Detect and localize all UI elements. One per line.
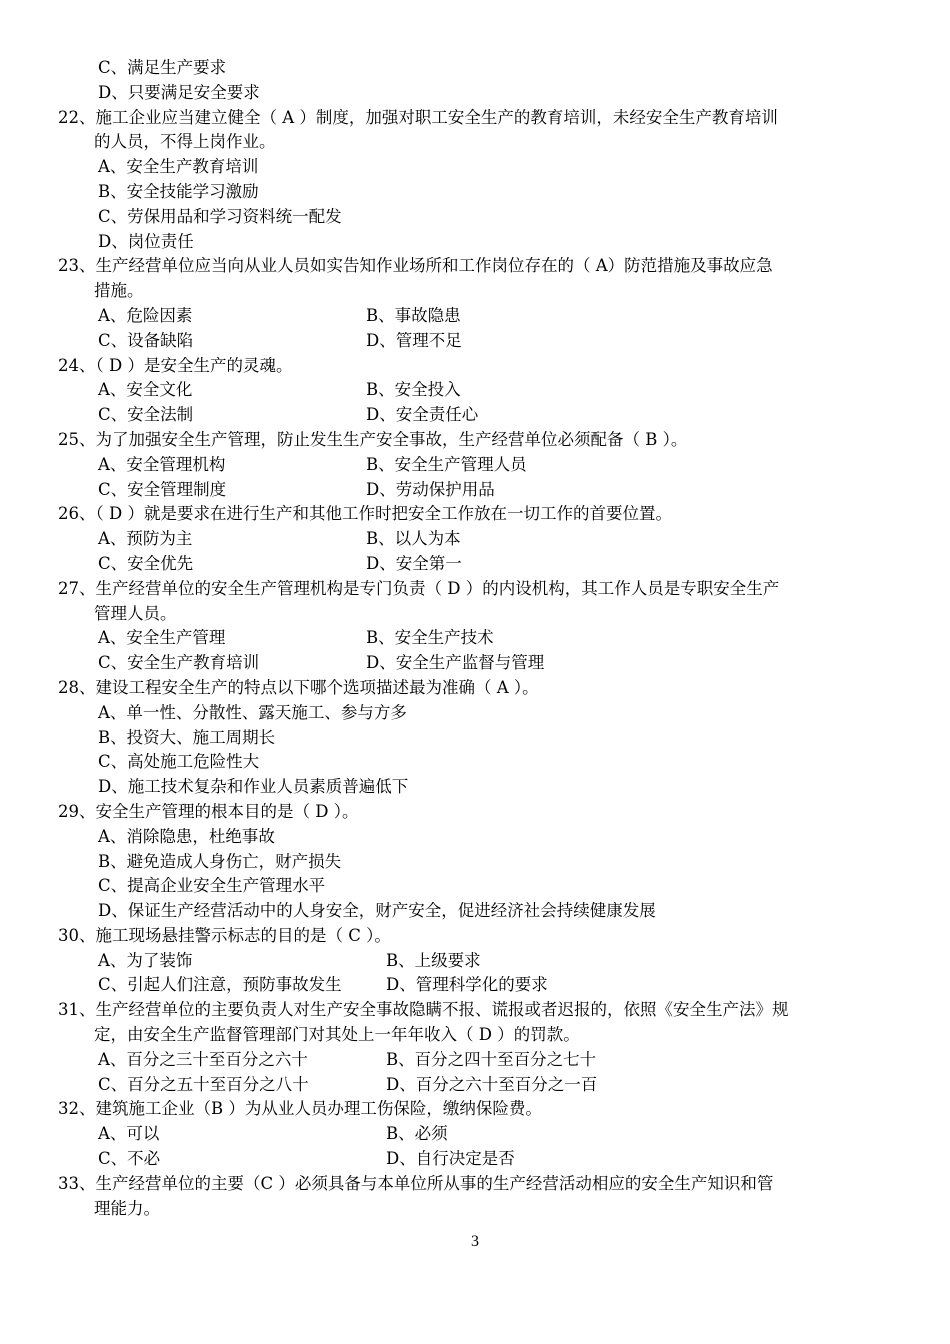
option-right: D、百分之六十至百分之一百 bbox=[386, 1074, 598, 1094]
question-text: 28、建设工程安全生产的特点以下哪个选项描述最为准确（ A ）。 bbox=[58, 677, 539, 697]
option-left: C、安全管理制度 bbox=[98, 479, 227, 499]
option-row bbox=[58, 478, 898, 503]
option-left: C、引起人们注意，预防事故发生 bbox=[98, 975, 342, 995]
option-row bbox=[58, 403, 898, 428]
option-row bbox=[58, 378, 898, 403]
question-text: 31、生产经营单位的主要负责人对生产安全事故隐瞒不报、谎报或者迟报的，依照《安全生产法》规 bbox=[58, 1000, 789, 1020]
option-row bbox=[58, 973, 898, 998]
option-row bbox=[58, 329, 898, 354]
option-text: B、避免造成人身伤亡，财产损失 bbox=[98, 851, 342, 871]
option-left: A、危险因素 bbox=[98, 305, 193, 325]
question-text: 22、施工企业应当建立健全（ A ）制度，加强对职工安全生产的教育培训，未经安全生产教育培训 bbox=[58, 107, 778, 127]
option-right: B、百分之四十至百分之七十 bbox=[386, 1049, 597, 1069]
option-right: D、劳动保护用品 bbox=[366, 479, 495, 499]
option-right: D、管理科学化的要求 bbox=[386, 975, 548, 995]
option-right: B、事故隐患 bbox=[366, 305, 461, 325]
option-left: A、安全管理机构 bbox=[98, 454, 226, 474]
question-text: 26、（ D ）就是要求在进行生产和其他工作时把安全工作放在一切工作的首要位置。 bbox=[58, 504, 672, 524]
option-right: D、安全第一 bbox=[366, 553, 462, 573]
question-text: 24、（ D ）是安全生产的灵魂。 bbox=[58, 355, 293, 375]
option-text: B、投资大、施工周期长 bbox=[98, 727, 276, 747]
question-continuation: 管理人员。 bbox=[94, 603, 177, 623]
question-continuation: 的人员，不得上岗作业。 bbox=[94, 132, 276, 152]
page-number: 3 bbox=[471, 1233, 479, 1250]
question-continuation: 措施。 bbox=[94, 281, 144, 301]
option-left: C、设备缺陷 bbox=[98, 330, 194, 350]
question-text: 30、施工现场悬挂警示标志的目的是（ C ）。 bbox=[58, 925, 391, 945]
question-text: 27、生产经营单位的安全生产管理机构是专门负责（ D ）的内设机构，其工作人员是专职安全生产 bbox=[58, 578, 780, 598]
option-left: C、安全优先 bbox=[98, 553, 194, 573]
option-text: C、劳保用品和学习资料统一配发 bbox=[98, 206, 342, 226]
option-left: A、可以 bbox=[98, 1124, 160, 1144]
option-row bbox=[58, 1048, 898, 1073]
question-text: 23、生产经营单位应当向从业人员如实告知作业场所和工作岗位存在的（ A）防范措施及事故应急 bbox=[58, 256, 773, 276]
option-text: A、安全生产教育培训 bbox=[98, 157, 259, 177]
option-right: D、自行决定是否 bbox=[386, 1149, 515, 1169]
option-right: D、安全生产监督与管理 bbox=[366, 653, 545, 673]
option-row bbox=[58, 1147, 898, 1172]
option-left: C、不必 bbox=[98, 1149, 161, 1169]
option-row bbox=[58, 453, 898, 478]
option-text: C、满足生产要求 bbox=[98, 58, 227, 77]
option-row bbox=[58, 1122, 898, 1147]
option-right: D、安全责任心 bbox=[366, 405, 479, 425]
option-text: A、消除隐患，杜绝事故 bbox=[98, 826, 275, 846]
option-right: B、上级要求 bbox=[386, 950, 481, 970]
option-text: A、单一性、分散性、露天施工、参与方多 bbox=[98, 702, 407, 722]
option-right: B、安全生产管理人员 bbox=[366, 454, 527, 474]
option-left: A、安全文化 bbox=[98, 380, 193, 400]
option-left: A、安全生产管理 bbox=[98, 628, 226, 648]
option-right: B、安全投入 bbox=[366, 380, 461, 400]
question-text: 25、为了加强安全生产管理，防止发生生产安全事故，生产经营单位必须配备（ B ）。 bbox=[58, 429, 688, 449]
option-row bbox=[58, 949, 898, 974]
question-continuation: 理能力。 bbox=[94, 1198, 160, 1218]
option-left: A、百分之三十至百分之六十 bbox=[98, 1049, 308, 1069]
option-text: D、施工技术复杂和作业人员素质普遍低下 bbox=[98, 777, 409, 797]
question-continuation: 定，由安全生产监督管理部门对其处上一年年收入（ D ）的罚款。 bbox=[94, 1025, 580, 1045]
option-left: A、预防为主 bbox=[98, 529, 193, 549]
option-text: D、岗位责任 bbox=[98, 231, 194, 251]
option-text: C、提高企业安全生产管理水平 bbox=[98, 876, 326, 896]
question-text: 29、安全生产管理的根本目的是（ D ）。 bbox=[58, 801, 359, 821]
option-row bbox=[58, 1073, 898, 1098]
option-row bbox=[58, 651, 898, 676]
option-left: A、为了装饰 bbox=[98, 950, 193, 970]
option-row bbox=[58, 527, 898, 552]
option-left: C、安全法制 bbox=[98, 405, 194, 425]
option-right: B、安全生产技术 bbox=[366, 628, 494, 648]
question-text: 33、生产经营单位的主要（C ）必须具备与本单位所从事的生产经营活动相应的安全生产知识和管 bbox=[58, 1173, 774, 1193]
option-text: C、高处施工危险性大 bbox=[98, 752, 260, 772]
option-row bbox=[58, 304, 898, 329]
question-text: 32、建筑施工企业（B ）为从业人员办理工伤保险，缴纳保险费。 bbox=[58, 1099, 542, 1119]
option-left: C、安全生产教育培训 bbox=[98, 653, 260, 673]
option-right: B、以人为本 bbox=[366, 529, 461, 549]
option-text: B、安全技能学习激励 bbox=[98, 181, 259, 201]
question-list bbox=[58, 56, 898, 1221]
option-right: D、管理不足 bbox=[366, 330, 462, 350]
option-row bbox=[58, 626, 898, 651]
option-right: B、必须 bbox=[386, 1124, 448, 1144]
option-left: C、百分之五十至百分之八十 bbox=[98, 1074, 309, 1094]
option-row bbox=[58, 552, 898, 577]
option-text: D、只要满足安全要求 bbox=[98, 82, 260, 102]
option-text: D、保证生产经营活动中的人身安全，财产安全，促进经济社会持续健康发展 bbox=[98, 901, 656, 921]
